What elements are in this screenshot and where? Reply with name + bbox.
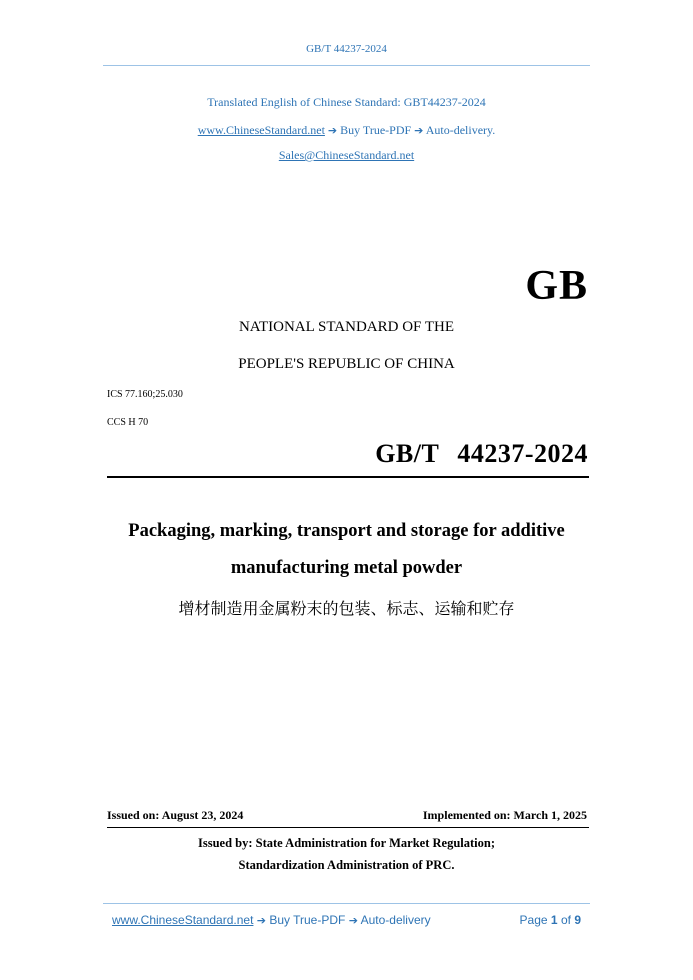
delivery-text: Auto-delivery.: [425, 123, 496, 137]
email-line: [0, 148, 693, 163]
header-divider: [103, 65, 590, 66]
standard-prefix: GB/T: [375, 439, 440, 468]
title-line2: manufacturing metal powder: [230, 558, 463, 578]
title-divider: [107, 476, 589, 478]
page-label: Page: [519, 913, 548, 927]
footer-divider: [103, 903, 590, 904]
footer-buy-text: Buy True-PDF: [269, 913, 346, 927]
purchase-line: [0, 123, 693, 138]
ics-code: ICS 77.160;25.030: [107, 389, 183, 400]
dates-divider: [107, 827, 589, 828]
page-of: of: [560, 913, 571, 927]
national-standard-line2: PEOPLE'S REPUBLIC OF CHINA: [238, 356, 455, 372]
title-line1: Packaging, marking, transport and storage for additive: [128, 521, 565, 541]
standard-code: 44237-2024: [457, 439, 588, 468]
page-current: 1: [550, 913, 558, 927]
ccs-code: CCS H 70: [107, 417, 149, 428]
gb-mark: GB: [525, 263, 588, 309]
footer-delivery-text: Auto-delivery: [360, 913, 431, 927]
arrow-right-icon: ➔: [327, 124, 338, 137]
standard-number: [375, 439, 588, 469]
page-total: 9: [574, 913, 581, 927]
footer-purchase-line: [112, 913, 431, 927]
arrow-right-icon: ➔: [414, 124, 424, 137]
site-link[interactable]: www.ChineseStandard.net: [197, 123, 325, 137]
footer-site-link[interactable]: www.ChineseStandard.net: [112, 913, 254, 927]
email-link[interactable]: Sales@ChineseStandard.net: [278, 148, 415, 162]
arrow-right-icon: ➔: [256, 914, 266, 927]
issuer-line1: Issued by: State Administration for Market Regulation;: [198, 836, 495, 850]
buy-text: Buy True-PDF: [340, 123, 412, 137]
arrow-right-icon: ➔: [348, 914, 358, 927]
translated-notice: Translated English of Chinese Standard: GBT44237-2024: [207, 95, 486, 109]
title-chinese: 增材制造用金属粉末的包装、标志、运输和贮存: [178, 599, 515, 618]
page-indicator: [520, 913, 581, 927]
issued-date: Issued on: August 23, 2024: [107, 808, 244, 822]
running-header: GB/T 44237-2024: [306, 43, 387, 55]
national-standard-line1: NATIONAL STANDARD OF THE: [238, 319, 455, 335]
issuer-line2: Standardization Administration of PRC.: [238, 858, 455, 872]
implemented-date: Implemented on: March 1, 2025: [422, 808, 587, 822]
